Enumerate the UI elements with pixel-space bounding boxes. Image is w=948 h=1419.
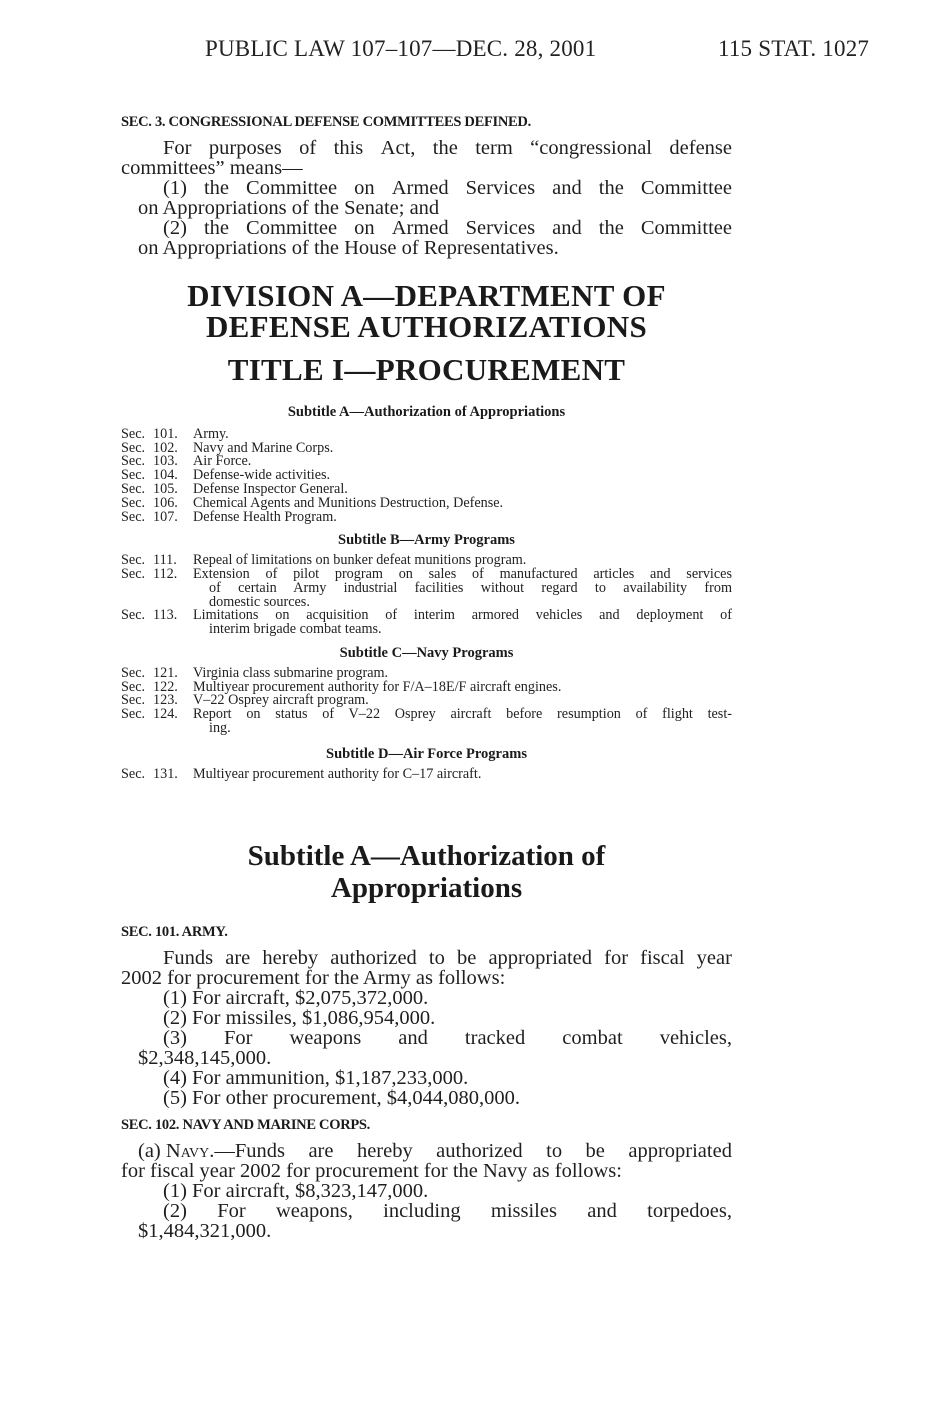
sec101-intro-line2: 2002 for procurement for the Army as follows: [121, 967, 506, 989]
toc-entry: Sec. 121. Virginia class submarine program. [121, 664, 389, 681]
title-heading: TITLE I—PROCUREMENT [227, 352, 626, 387]
toc-entry: Sec. 106. Chemical Agents and Munitions Destruction, Defense. [121, 494, 504, 511]
toc-entry-continuation: interim brigade combat teams. [209, 621, 382, 638]
section-101-heading: SEC. 101. ARMY. [121, 924, 228, 940]
toc-entry-continuation: domestic sources. [209, 593, 310, 610]
toc-entry-continuation: of certain Army industrial facilities without regard to availability from [209, 579, 732, 596]
toc-entry: Sec. 101. Army. [121, 425, 229, 442]
sec101-intro-line1: Funds are hereby authorized to be appropriated for fiscal year [163, 947, 732, 969]
toc-entry: Sec. 102. Navy and Marine Corps. [121, 439, 334, 456]
sec102-a-line1: (a) Navy.—Funds are hereby authorized to be appropriated [138, 1140, 732, 1162]
sec101-item-3-continuation: $2,348,145,000. [138, 1047, 272, 1069]
subtitle-a-heading: Subtitle A—Authorization of Appropriations [247, 840, 606, 904]
section-3-body [121, 138, 732, 258]
sec101-item-5: (5) For other procurement, $4,044,080,000. [163, 1087, 520, 1109]
section-102-body [121, 1141, 732, 1241]
toc-entry: Sec. 103. Air Force. [121, 453, 252, 470]
toc-entry: Sec. 124. Report on status of V–22 Osprey aircraft before resumption of flight test- [121, 706, 732, 723]
toc-entry: Sec. 113. Limitations on acquisition of interim armored vehicles and deployment of [121, 607, 732, 624]
running-head-left: PUBLIC LAW 107–107—DEC. 28, 2001 [205, 36, 597, 61]
toc-entry: Sec. 111. Repeal of limitations on bunker defeat munitions program. [121, 552, 527, 569]
sec3-intro-line2: committees” means— [121, 157, 303, 179]
division-heading: DIVISION A—DEPARTMENT OF DEFENSE AUTHORIZATIONS [187, 278, 666, 344]
sec101-item-2: (2) For missiles, $1,086,954,000. [163, 1007, 436, 1029]
toc-entry: Sec. 105. Defense Inspector General. [121, 480, 348, 497]
sec102-item-2-continuation: $1,484,321,000. [138, 1220, 272, 1242]
toc-entry: Sec. 123. V–22 Osprey aircraft program. [121, 692, 369, 709]
toc-entry: Sec. 131. Multiyear procurement authority for C–17 aircraft. [121, 765, 482, 782]
sec102-item-2: (2) For weapons, including missiles and torpedoes, [163, 1200, 732, 1222]
toc-subtitle-b: Subtitle B—Army Programs [338, 532, 515, 549]
table-of-contents [121, 406, 732, 781]
toc-subtitle-d: Subtitle D—Air Force Programs [326, 745, 527, 762]
section-3-heading: SEC. 3. CONGRESSIONAL DEFENSE COMMITTEES DEFINED. [121, 114, 531, 130]
sec3-item1-line2: on Appropriations of the Senate; and [138, 197, 440, 219]
toc-entry-continuation: ing. [209, 719, 231, 736]
section-101-body [121, 948, 732, 1108]
sec3-intro-line1: For purposes of this Act, the term “congressional defense [163, 137, 732, 159]
sec101-item-3: (3) For weapons and tracked combat vehicles, [163, 1027, 732, 1049]
toc-subtitle-a: Subtitle A—Authorization of Appropriations [287, 404, 566, 420]
toc-entry: Sec. 122. Multiyear procurement authority for F/A–18E/F aircraft engines. [121, 678, 562, 695]
toc-entry: Sec. 112. Extension of pilot program on sales of manufactured articles and services [121, 565, 732, 582]
toc-entry: Sec. 104. Defense-wide activities. [121, 467, 331, 484]
toc-entry: Sec. 107. Defense Health Program. [121, 508, 337, 525]
sec101-item-4: (4) For ammunition, $1,187,233,000. [163, 1067, 469, 1089]
sec3-item2-line1: (2) the Committee on Armed Services and the Committee [163, 217, 732, 239]
toc-subtitle-c: Subtitle C—Navy Programs [339, 644, 514, 661]
sec102-item-1: (1) For aircraft, $8,323,147,000. [163, 1180, 429, 1202]
sec102-a-line2: for fiscal year 2002 for procurement for the Navy as follows: [121, 1160, 622, 1182]
sec3-item2-line2: on Appropriations of the House of Representatives. [138, 237, 559, 259]
sec3-item1-line1: (1) the Committee on Armed Services and the Committee [163, 177, 732, 199]
running-head-right: 115 STAT. 1027 [718, 36, 870, 61]
sec101-item-1: (1) For aircraft, $2,075,372,000. [163, 987, 429, 1009]
section-102-heading: SEC. 102. NAVY AND MARINE CORPS. [121, 1117, 371, 1133]
